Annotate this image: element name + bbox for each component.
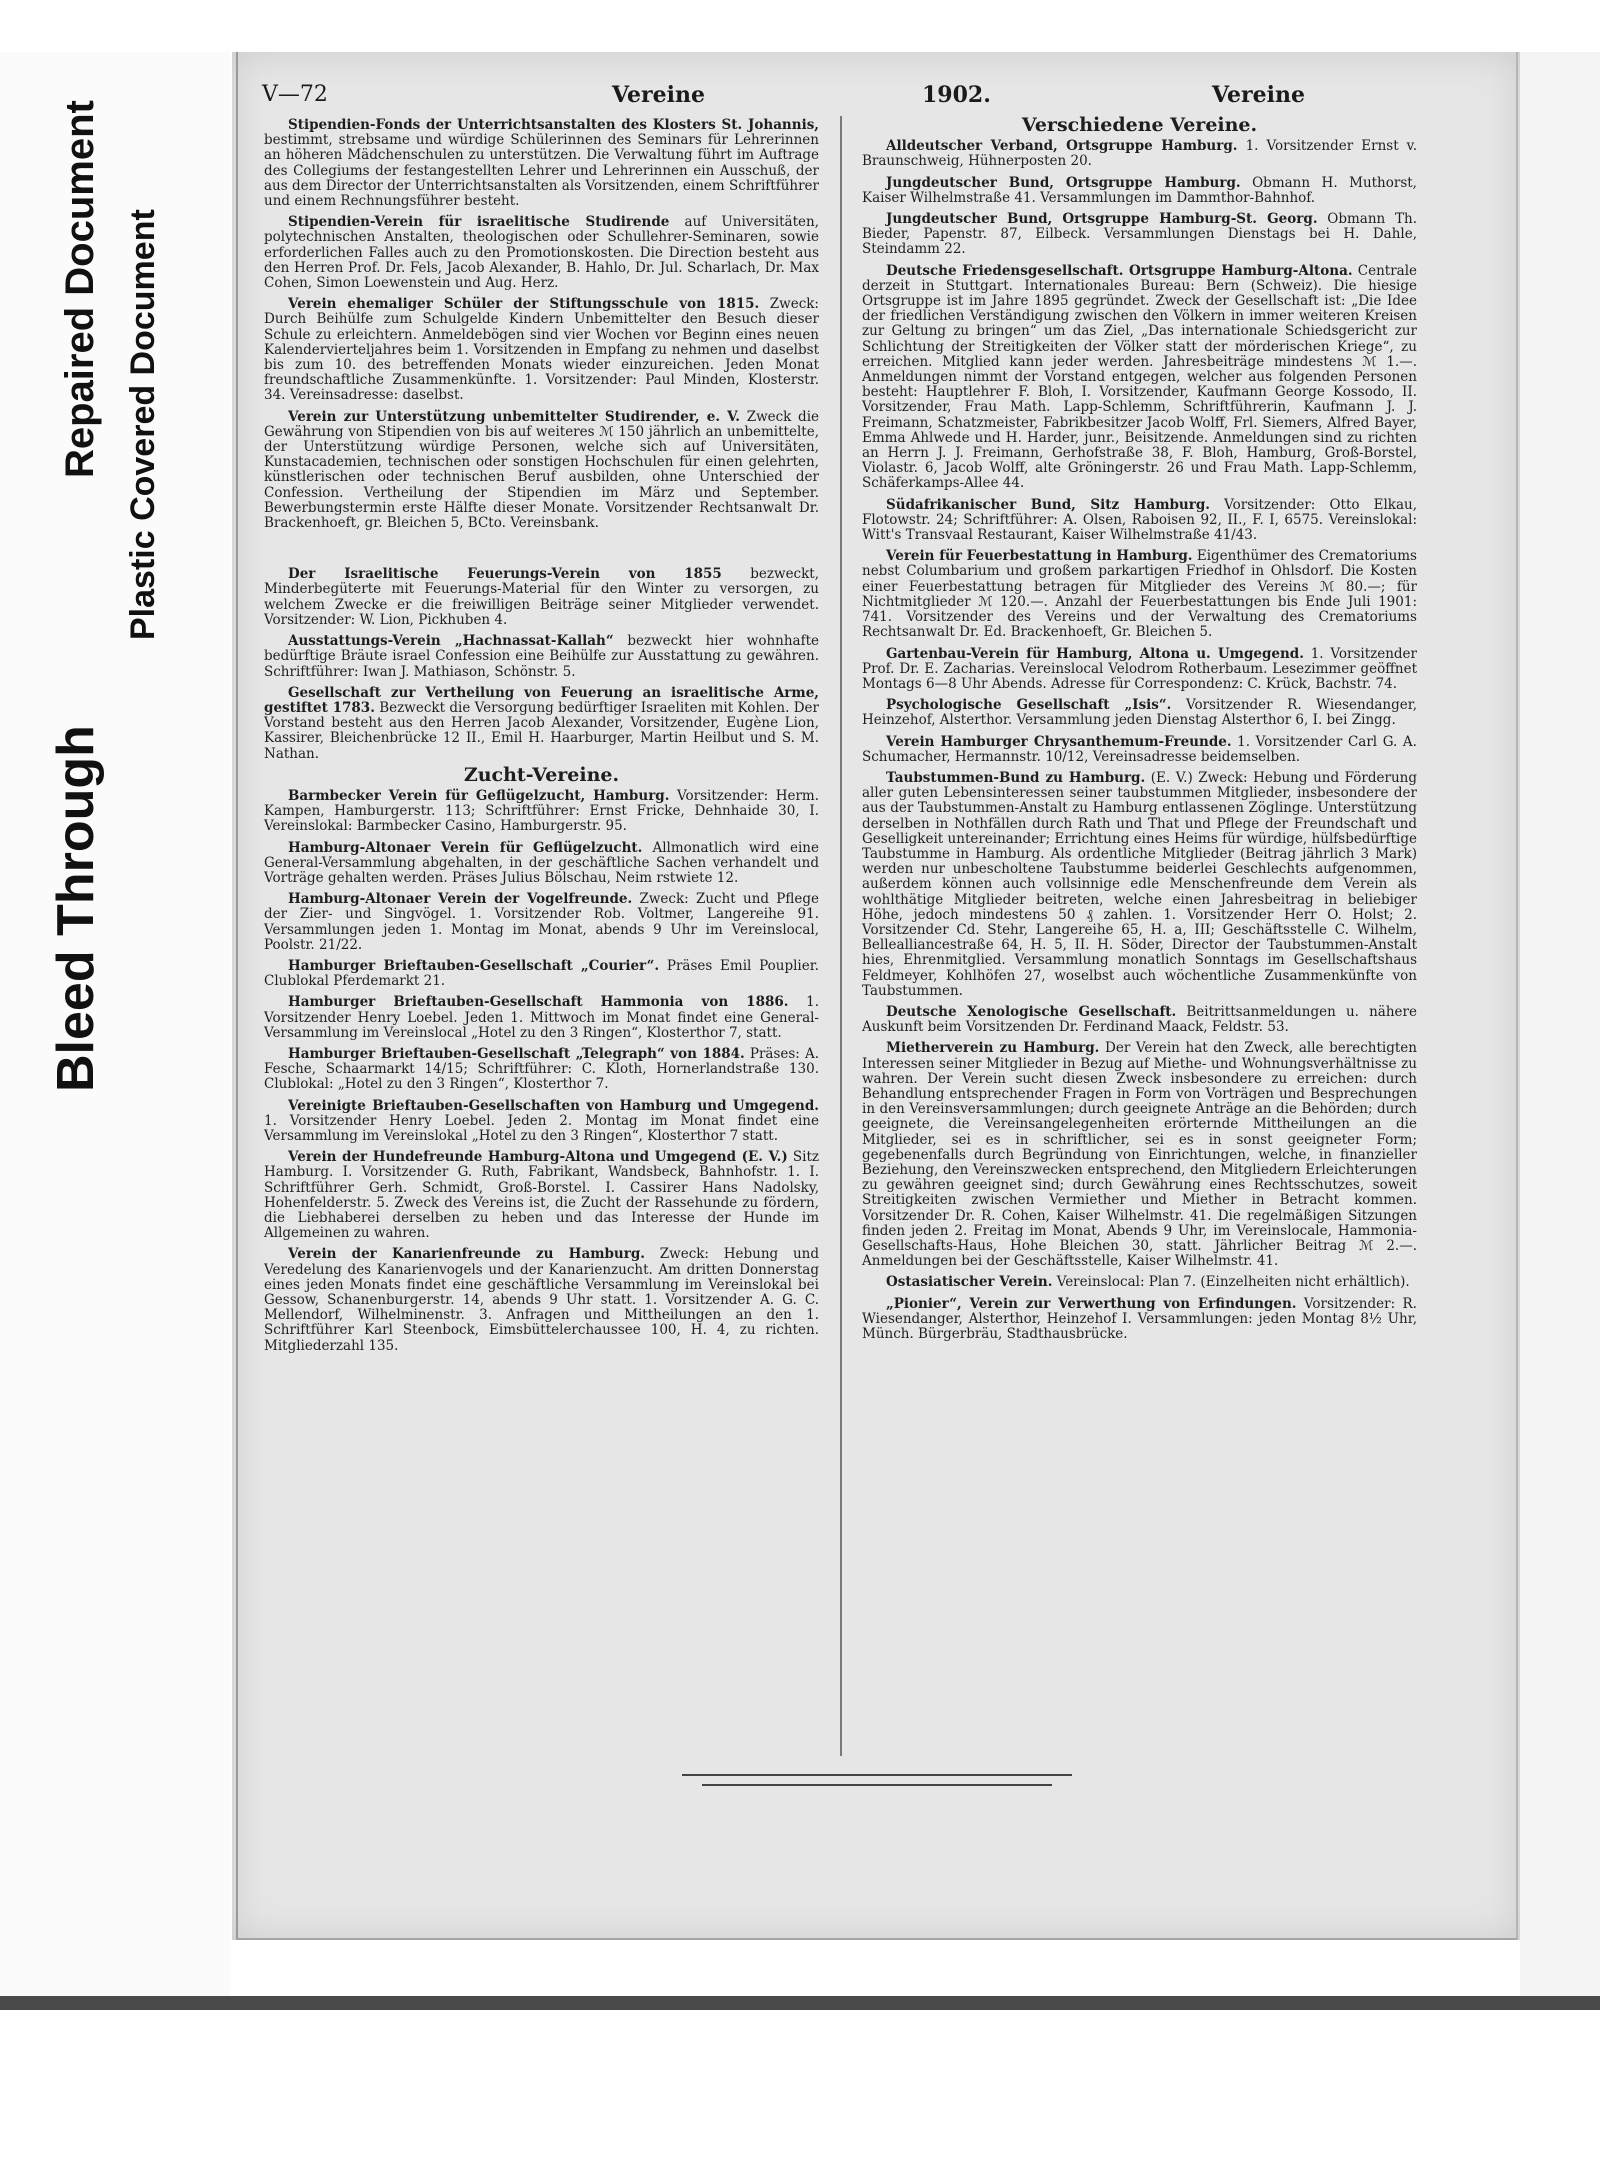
- entry-text: bestimmt, strebsame und würdige Schülerinnen des Seminars für Lehrerinnen an höheren Mädchenschulen zu unterstützen. Die Verwaltung führt im Auftrage des Collegiums der festangestellten Lehrer und Lehrerinnen ein Ausschuß, der aus dem Director der Unterrichtsanstalten als Vorsitzenden, einem Schriftführer und einem Rechnungsführer besteht.: [264, 132, 819, 210]
- entry-title: Gesellschaft zur Vertheilung von Feuerung an israelitische Arme, gestiftet 1783.: [264, 684, 819, 716]
- entry-text: Bezweckt die Versorgung bedürftiger Israeliten mit Kohlen. Der Vorstand besteht aus den Herren Jacob Alexander, Vorsitzender, Eugène Lion, Kassirer, Bleichenbrücke 12 II., Emil H. Haarburger, Martin Heilbut und S. M. Nathan.: [264, 699, 819, 762]
- entry-text: Zweck die Gewährung von Stipendien von bis auf weiteres ℳ 150 jährlich an unbemittelte, der Unterstützung würdige Personen, welche sich auf Universitäten, Kunstacademien, technischen oder sonstigen Hochschulen für einen gelehrten, künstlerischen oder technischen Beruf ausbilden, ohne Unterschied der Confession. Vertheilung der Stipendien im März und September. Bewerbungstermin erste Hälfte dieser Monate. Vorsitzender Rechtsanwalt Dr. Brackenhoeft, gr. Bleichen 5, BCto. Vereinsbank.: [264, 408, 820, 532]
- association-entry: [264, 1247, 819, 1353]
- entry-text: Beitrittsanmeldungen u. nähere Auskunft beim Vorsitzenden Dr. Ferdinand Maack, Feldstr. 53.: [862, 1003, 1417, 1036]
- entry-text: Vorsitzender: Herm. Kampen, Hamburgerstr. 113; Schriftführer: Ernst Fricke, Dehnhaide 30, I. Vereinslokal: Barmbecker Casino, Hamburgerstr. 95.: [264, 787, 820, 835]
- entry-text: Zweck: Durch Beihülfe zum Schulgelde Kindern Unbemittelter den Besuch dieser Schule zu erleichtern. Anmeldebögen sind vier Wochen vor Beginn eines neuen Kalendervierteljahres beim 1. Vorsitzenden in Empfang zu nehmen und daselbst bis zum 10. des betreffenden Monats wieder einzureichen. Jeden Monat freundschaftliche Zusammenkünfte. 1. Vorsitzender: Paul Minden, Klosterstr. 34. Vereinsadresse: daselbst.: [264, 296, 819, 404]
- entry-title: Deutsche Xenologische Gesellschaft.: [886, 1003, 1177, 1020]
- entry-text: Der Verein hat den Zweck, alle berechtigten Interessen seiner Mitglieder in Bezug auf Miethe- und Wohnungsverhältnisse zu wahren. Der Verein sucht diesen Zweck insbesondere zu erreichen: durch Behandlung entsprechender Fragen in Form von Vorträgen und Besprechungen in den Vereinsversammlungen; durch geeignete Anträge an die Behörden; durch geeignete, die Vereinsangelegenheiten erörternde Mittheilungen an die Mitglieder, sei es in schriftlicher, sei es in sonst geeigneter Form; gegebenenfalls durch Begründung von Einrichtungen, welche, in finanzieller Beziehung, den Vereinszwecken entsprechend, den Mitgliedern Erleichterungen zu gewähren geeignet sind; durch Gewährung eines Rechtsschutzes, soweit Streitigkeiten zwischen Vermiether und Miether in Betracht kommen. Vorsitzender Dr. R. Cohen, Kaiser Wilhelmstr. 41. Die regelmäßigen Sitzungen finden jeden 2. Freitag im Monat, Abends 9 Uhr, im Vereinslocale, Hammonia-Gesellschafts-Haus, Hohe Bleichen 30, statt. Jährlicher Beitrag ℳ 2.—. Anmeldungen bei der Geschäftsstelle, Kaiser Wilhelmstr. 41.: [862, 1040, 1417, 1270]
- association-entry: [264, 118, 819, 209]
- entry-text: Vorsitzender R. Wiesendanger, Heinzehof, Alsterthor. Versammlung jeden Dienstag Alsterthor 6, I. bei Zingg.: [862, 697, 1418, 729]
- entry-text: 1. Vorsitzender Carl G. A. Schumacher, Hermannstr. 10/12, Vereinsadresse beidemselben.: [862, 733, 1417, 765]
- entry-title: Taubstummen-Bund zu Hamburg.: [886, 769, 1146, 786]
- entry-title: Verein zur Unterstützung unbemittelter Studirender, e. V.: [288, 408, 740, 425]
- entry-text: Obmann H. Muthorst, Kaiser Wilhelmstraße 41. Versammlungen im Dammthor-Bahnhof.: [862, 174, 1417, 206]
- association-entry: [264, 995, 819, 1041]
- year: 1902.: [922, 82, 991, 108]
- entry-title: Barmbecker Verein für Geflügelzucht, Hamburg.: [288, 787, 670, 804]
- entry-text: Obmann Th. Bieder, Papenstr. 87, Eilbeck. Versammlungen Dienstags bei H. Dahle, Steindamm 22.: [862, 211, 1417, 258]
- entry-title: Verein ehemaliger Schüler der Stiftungsschule von 1815.: [288, 296, 760, 313]
- entry-title: Deutsche Friedensgesellschaft. Ortsgruppe Hamburg-Altona.: [886, 262, 1353, 279]
- entry-title: „Pionier“, Verein zur Verwerthung von Erfindungen.: [886, 1295, 1297, 1312]
- association-entry: [862, 176, 1417, 206]
- entry-text: bezweckt hier wohnhafte bedürftige Bräute israel Confession eine Beihülfe zur Ausstattung zu gewähren. Schriftführer: Iwan J. Mathiason, Schönstr. 5.: [264, 633, 820, 680]
- entry-text: 1. Vorsitzender Henry Loebel. Jeden 1. Mittwoch im Monat findet eine General-Versammlung im Vereinslocal „Hotel zu den 3 Ringen“, Klosterthor 7, statt.: [264, 994, 819, 1041]
- association-entry: [264, 841, 819, 887]
- entry-text: bezweckt, Minderbegüterte mit Feuerungs-Material für den Winter zu versorgen, zu welchem Zwecke er die freiwilligen Beiträge seiner Mitglieder verwendet. Vorsitzender: W. Lion, Pickhuben 4.: [264, 566, 820, 628]
- association-entry: [862, 698, 1417, 728]
- association-entry: [862, 1005, 1417, 1035]
- end-rule-short: [702, 1784, 1052, 1786]
- section-heading: Verschiedene Vereine.: [1021, 114, 1258, 136]
- end-rule: [682, 1774, 1072, 1776]
- entry-title: Hamburger Brieftauben-Gesellschaft „Courier“.: [288, 957, 660, 974]
- association-entry: [862, 139, 1417, 169]
- entry-title: Jungdeutscher Bund, Ortsgruppe Hamburg-St. Georg.: [886, 211, 1318, 228]
- association-entry: [862, 1041, 1417, 1269]
- section-gap: [264, 537, 819, 567]
- entry-text: Zweck: Hebung und Veredelung des Kanarienvogels und der Kanarienzucht. Am dritten Donnerstag eines jeden Monats findet eine geschäftliche Versammlung im Vereinslokal bei Gessow, Schanenburgerstr. 14, abends 9 Uhr statt. 1. Vorsitzender A. G. C. Mellendorf, Wilhelminenstr. 3. Anfragen und Mittheilungen an den 1. Schriftführer Karl Steenbock, Eimsbüttelerchaussee 100, H. 4, zu richten. Mitgliederzahl 135.: [264, 1246, 819, 1354]
- entry-text: Vorsitzender: Otto Elkau, Flotowstr. 24; Schriftführer: A. Olsen, Raboisen 92, II., F. I, 6575. Vereinslokal: Witt's Transvaal Restaurant, Kaiser Wilhelmstraße 41/43.: [862, 496, 1417, 544]
- scan-bottom-edge: [0, 1996, 1600, 2010]
- entry-title: Stipendien-Verein für israelitische Studirende: [288, 214, 670, 231]
- scanned-page: [232, 52, 1520, 1940]
- association-entry: [264, 410, 819, 532]
- entry-text: 1. Vorsitzender Henry Loebel. Jeden 2. Montag im Monat findet eine Versammlung im Vereinslokal „Hotel zu den 3 Ringen“, Klosterthor 7 statt.: [264, 1112, 819, 1144]
- entry-title: Der Israelitische Feuerungs-Verein von 1855: [288, 566, 722, 583]
- association-entry: [862, 1297, 1417, 1343]
- entry-text: Vorsitzender: R. Wiesendanger, Alsterthor, Heinzehof I. Versammlungen: jeden Montag 8½ Uhr, Münch. Bürgerbräu, Stadthausbrücke.: [862, 1295, 1417, 1343]
- top-margin: [0, 0, 1600, 52]
- entry-text: Eigenthümer des Crematoriums nebst Columbarium und großem parkartigen Friedhof in Ohlsdorf. Die Kosten einer Feuerbestattung betragen für Mitglieder des Vereins ℳ 80.—; für Nichtmitglieder ℳ 120.—. Anzahl der Feuerbestattungen bis Ende Juli 1901: 741. Vorsitzender des Vereins und der Verwaltung des Crematoriums Rechtsanwalt Dr. Ed. Brackenhoeft, Gr. Bleichen 5.: [862, 548, 1417, 641]
- entry-text: 1. Vorsitzender Ernst v. Braunschweig, Hühnerposten 20.: [862, 138, 1417, 170]
- left-column: [264, 118, 819, 1360]
- entry-text: Präses Emil Pouplier. Clublokal Pferdemarkt 21.: [264, 957, 819, 990]
- column-divider: [840, 116, 842, 1756]
- association-entry: [862, 771, 1417, 999]
- entry-text: Präses: A. Fesche, Schaarmarkt 14/15; Schriftführer: C. Kloth, Hornerlandstraße 130. Clublokal: „Hotel zu den 3 Ringen“, Klosterthor 7.: [264, 1045, 820, 1093]
- entry-title: Verein der Kanarienfreunde zu Hamburg.: [288, 1246, 645, 1263]
- association-entry: [264, 789, 819, 835]
- entry-title: Verein der Hundefreunde Hamburg-Altona und Umgegend (E. V.): [288, 1149, 788, 1166]
- entry-title: Hamburg-Altonaer Verein für Geflügelzucht.: [288, 839, 643, 856]
- right-running-title: Vereine: [1212, 82, 1305, 108]
- entry-text: Sitz Hamburg. I. Vorsitzender G. Ruth, Fabrikant, Wandsbeck, Bahnhofstr. 1. I. Schriftführer Gerh. Schmidt, Groß-Borstel. I. Cassirer Hans Nadolsky, Hohenfelderstr. 5. Zweck des Vereins ist, die Zucht der Rassehunde zu fördern, die Liebhaberei derselben zu heben und das Interesse der Hunde im Allgemeinen zu wahren.: [264, 1149, 819, 1242]
- entry-text: 1. Vorsitzender Prof. Dr. E. Zacharias. Vereinslocal Velodrom Rotherbaum. Lesezimmer geöffnet Montags 6—8 Uhr Abends. Adresse für Correspondenz: C. Krück, Bachstr. 74.: [862, 645, 1417, 692]
- scan-right-margin: [1520, 52, 1600, 2000]
- entry-title: Gartenbau-Verein für Hamburg, Altona u. Umgegend.: [886, 645, 1304, 662]
- entry-title: Alldeutscher Verband, Ortsgruppe Hamburg.: [886, 138, 1238, 155]
- entry-text: Allmonatlich wird eine General-Versammlung abgehalten, in der geschäftliche Sachen verhandelt und Vorträge gehalten werden. Präses Julius Bölschau, Neim rstwiete 12.: [264, 839, 819, 886]
- association-entry: [264, 634, 819, 680]
- entry-title: Hamburger Brieftauben-Gesellschaft Hammonia von 1886.: [288, 994, 789, 1011]
- association-entry: [264, 959, 819, 989]
- entry-title: Ostasiatischer Verein.: [886, 1274, 1053, 1291]
- plastic-covered-label: Plastic Covered Document: [124, 209, 162, 640]
- entry-text: Zweck: Zucht und Pflege der Zier- und Singvögel. 1. Vorsitzender Rob. Voltmer, Langereihe 91. Versammlungen jeden 1. Montag im Monat, abends 9 Uhr im Vereinslocal, Poolstr. 21/22.: [264, 891, 820, 953]
- entry-title: Verein Hamburger Chrysanthemum-Freunde.: [886, 733, 1232, 750]
- association-entry: [862, 498, 1417, 544]
- association-entry: [862, 549, 1417, 640]
- association-entry: [862, 264, 1417, 492]
- association-entry: [264, 686, 819, 762]
- association-entry: [264, 297, 819, 403]
- entry-title: Hamburger Brieftauben-Gesellschaft „Telegraph“ von 1884.: [288, 1045, 745, 1062]
- association-entry: [264, 567, 819, 628]
- section-heading: Zucht-Vereine.: [463, 763, 620, 786]
- association-entry: [862, 647, 1417, 693]
- association-entry: [264, 892, 819, 953]
- association-entry: [264, 1099, 819, 1145]
- repaired-document-label: Repaired Document: [58, 100, 102, 478]
- left-running-title: Vereine: [612, 82, 705, 108]
- entry-text: auf Universitäten, polytechnischen Anstalten, theologischen oder Schullehrer-Seminaren, sowie erforderlichen Falles auch zu den Promotionskosten. Die Direction besteht aus den Herren Prof. Dr. Fels, Jacob Alexander, B. Hahlo, Dr. Jul. Scharlach, Dr. Max Cohen, Simon Loewenstein und Aug. Herz.: [264, 214, 819, 292]
- association-entry: [862, 735, 1417, 765]
- entry-title: Hamburg-Altonaer Verein der Vogelfreunde.: [288, 891, 633, 908]
- entry-title: Vereinigte Brieftauben-Gesellschaften von Hamburg und Umgegend.: [288, 1097, 819, 1114]
- entry-text: (E. V.) Zweck: Hebung und Förderung aller guten Lebensinteressen seiner taubstummen Mitglieder, insbesondere der aus der Taubstummen-Anstalt zu Hamburg entlassenen Zöglinge. Unterstützung derselben in Nothfällen durch Rath und That und Pflege der Freundschaft und Geselligkeit untereinander; Errichtung eines Heims für würdige, hülfsbedürftige Taubstumme in Hamburg. Als ordentliche Mitglieder (Beitrag jährlich 3 Mark) werden nur unbescholtene Taubstumme beiderlei Geschlechts aufgenommen, außerdem können auch vollsinnige edle Menschenfreunde dem Verein als wohlthätige Mitglieder beitreten, welche einen Jahresbeitrag in beliebiger Höhe, jedoch mindestens 50 ₰ zahlen. 1. Vorsitzender Herr O. Holst; 2. Vorsitzender Cd. Stehr, Langereihe 65, H. a, III; Geschäftsstelle C. Wilhelm, Bellealliancestraße 64, H. 5, II. H. Söder, Director der Taubstummen-Anstalt hies, Ehrenmitglied. Versammlung monatlich Sonntags im Gesellschaftshaus Feldmeyer, Kohlhöfen 27, woselbst auch wöchentliche Zusammenkünfte von Taubstummen.: [862, 769, 1417, 999]
- association-entry: [862, 212, 1417, 258]
- entry-title: Verein für Feuerbestattung in Hamburg.: [886, 548, 1193, 565]
- association-entry: [862, 1275, 1417, 1290]
- entry-text: Centrale derzeit in Stuttgart. Internationales Bureau: Bern (Schweiz). Die hiesige Ortsgruppe ist im Jahre 1895 gegründet. Zweck der Gesellschaft ist: „Die Idee der friedlichen Verständigung zwischen den Völkern in immer weiteren Kreisen zur Geltung zu bringen“ um das Ziel, „Das internationale Schiedsgericht zur Schlichtung der Streitigkeiten der Völker statt der mörderischen Kriege“, zu erreichen. Mitglied kann jeder werden. Jahresbeiträge mindestens ℳ 1.—. Anmeldungen nimmt der Vorstand entgegen, welcher aus folgenden Personen besteht: Hauptlehrer F. Bloh, I. Vorsitzender, Kaufmann George Kossodo, II. Vorsitzender, Frau Math. Lapp-Schlemm, Schriftführerin, Kaufmann J. J. Freimann, Schatzmeister, Fabrikbesitzer Jacob Wolff, Frl. Siemers, Alfred Bayer, Emma Ahlwede und H. Harder, junr., Beisitzende. Anmeldungen sind zu richten an Herrn J. J. Freimann, Gerhofstraße 38, F. Bloh, Hamburg, Groß-Borstel, Violastr. 6, Jacob Wolff, alte Gröningerstr. 26 und Frau Math. Lapp-Schlemm, Schäferkamps-Allee 44.: [862, 262, 1417, 492]
- entry-text: Vereinslocal: Plan 7. (Einzelheiten nicht erhältlich).: [1056, 1274, 1410, 1291]
- association-entry: [264, 215, 819, 291]
- bleed-through-label: Bleed Through: [47, 725, 105, 1092]
- page-header: [262, 82, 1502, 116]
- entry-title: Ausstattungs-Verein „Hachnassat-Kallah“: [288, 633, 614, 650]
- entry-title: Stipendien-Fonds der Unterrichtsanstalten des Klosters St. Johannis,: [288, 117, 819, 133]
- right-column: [862, 112, 1417, 1348]
- association-entry: [264, 1150, 819, 1241]
- entry-title: Psychologische Gesellschaft „Isis“.: [886, 697, 1172, 714]
- bottom-margin: [0, 2010, 1600, 2177]
- entry-title: Jungdeutscher Bund, Ortsgruppe Hamburg.: [886, 174, 1241, 191]
- association-entry: [264, 1047, 819, 1093]
- entry-title: Mietherverein zu Hamburg.: [886, 1040, 1100, 1057]
- page-number: V—72: [262, 82, 328, 107]
- entry-title: Südafrikanischer Bund, Sitz Hamburg.: [886, 496, 1211, 513]
